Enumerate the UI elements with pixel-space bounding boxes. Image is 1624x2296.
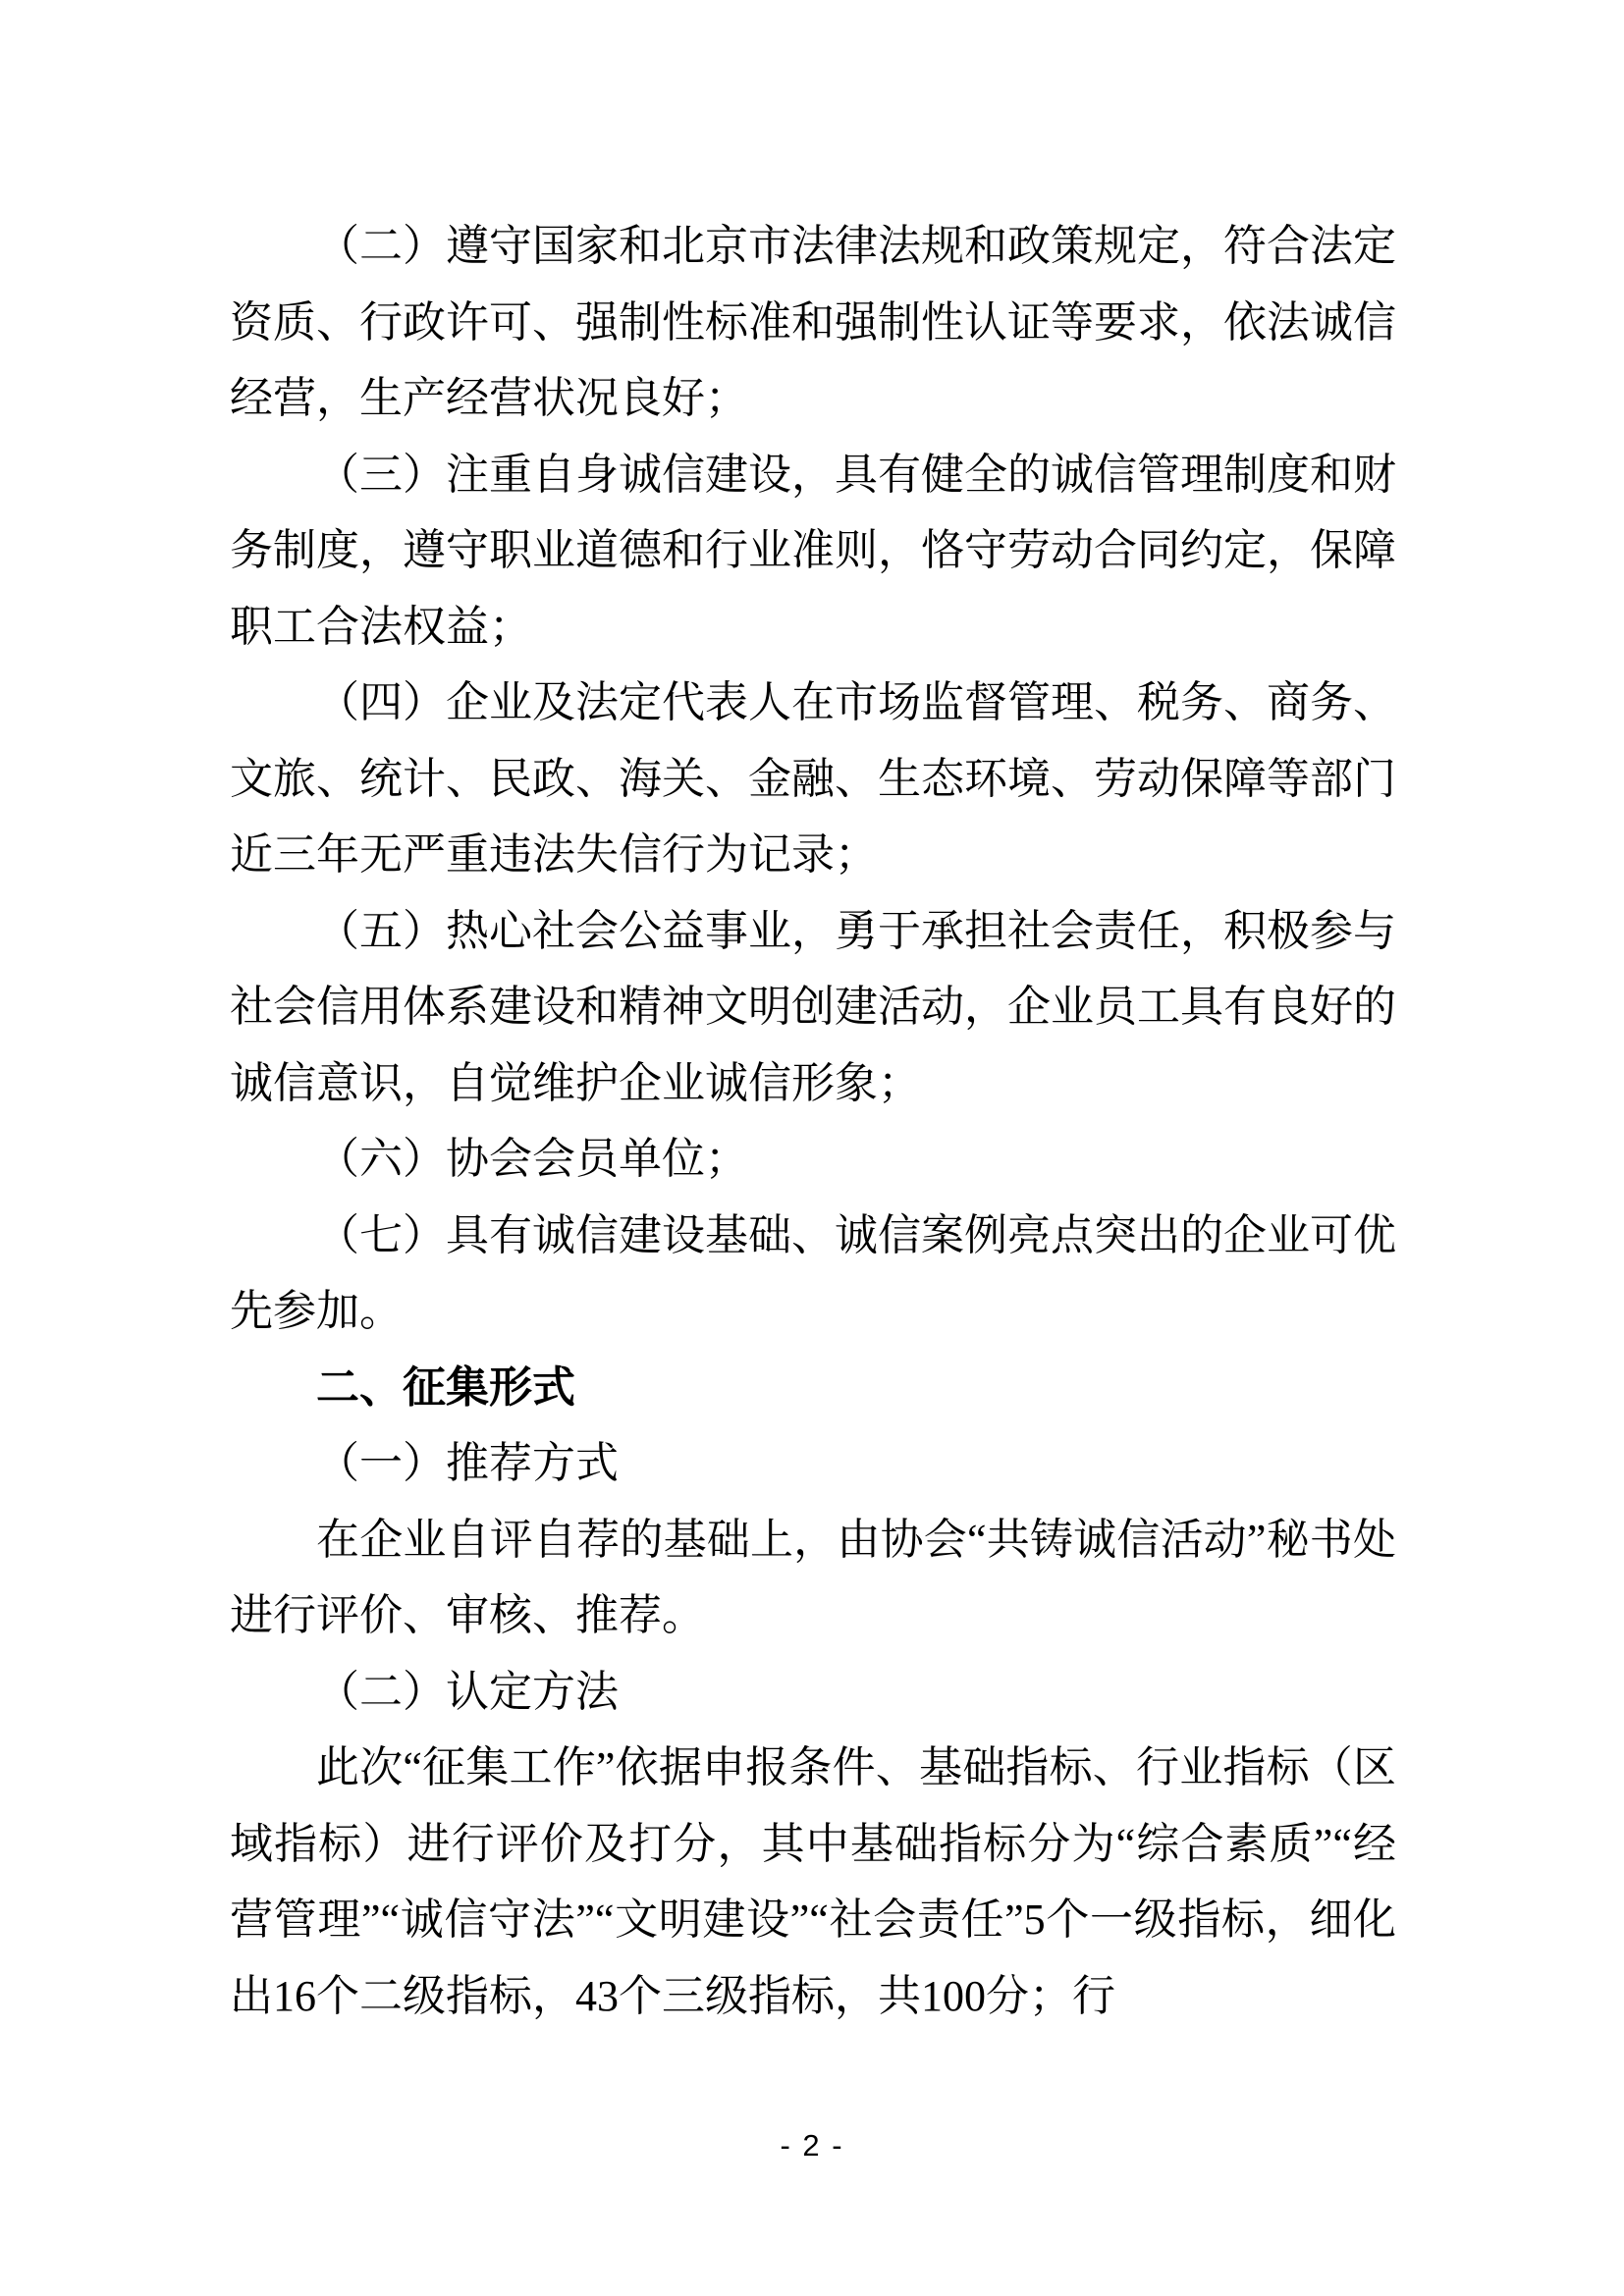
document-body <box>230 208 1396 2034</box>
paragraph-condition-2: （二）遵守国家和北京市法律法规和政策规定，符合法定资质、行政许可、强制性标准和强制性认证等要求，依法诚信经营，生产经营状况良好； <box>230 222 1396 422</box>
section-heading-collection-form: 二、征集形式 <box>316 1362 575 1412</box>
paragraph-subsection-recommend-title: （一）推荐方式 <box>316 1439 619 1487</box>
paragraph-condition-3: （三）注重自身诚信建设，具有健全的诚信管理制度和财务制度，遵守职业道德和行业准则，恪守劳动合同约定，保障职工合法权益； <box>230 450 1396 651</box>
paragraph-determination-method: 此次“征集工作”依据申报条件、基础指标、行业指标（区域指标）进行评价及打分，其中基础指标分为“综合素质”“经营管理”“诚信守法”“文明建设”“社会责任”5个一级指标，细化出16个二级指标，43个三级指标，共100分；行 <box>230 1743 1396 2020</box>
paragraph-condition-7: （七）具有诚信建设基础、诚信案例亮点突出的企业可优先参加。 <box>230 1210 1396 1335</box>
paragraph-condition-4: （四）企业及法定代表人在市场监督管理、税务、商务、文旅、统计、民政、海关、金融、生态环境、劳动保障等部门近三年无严重违法失信行为记录； <box>230 678 1396 879</box>
paragraph-subsection-determination-title: （二）认定方法 <box>316 1667 619 1716</box>
paragraph-recommend-method: 在企业自评自荐的基础上，由协会“共铸诚信活动”秘书处进行评价、审核、推荐。 <box>230 1515 1396 1639</box>
page-number: - 2 - <box>780 2128 844 2163</box>
paragraph-condition-5: （五）热心社会公益事业，勇于承担社会责任，积极参与社会信用体系建设和精神文明创建活动，企业员工具有良好的诚信意识，自觉维护企业诚信形象； <box>230 906 1396 1107</box>
paragraph-condition-6: （六）协会会员单位； <box>316 1135 748 1183</box>
